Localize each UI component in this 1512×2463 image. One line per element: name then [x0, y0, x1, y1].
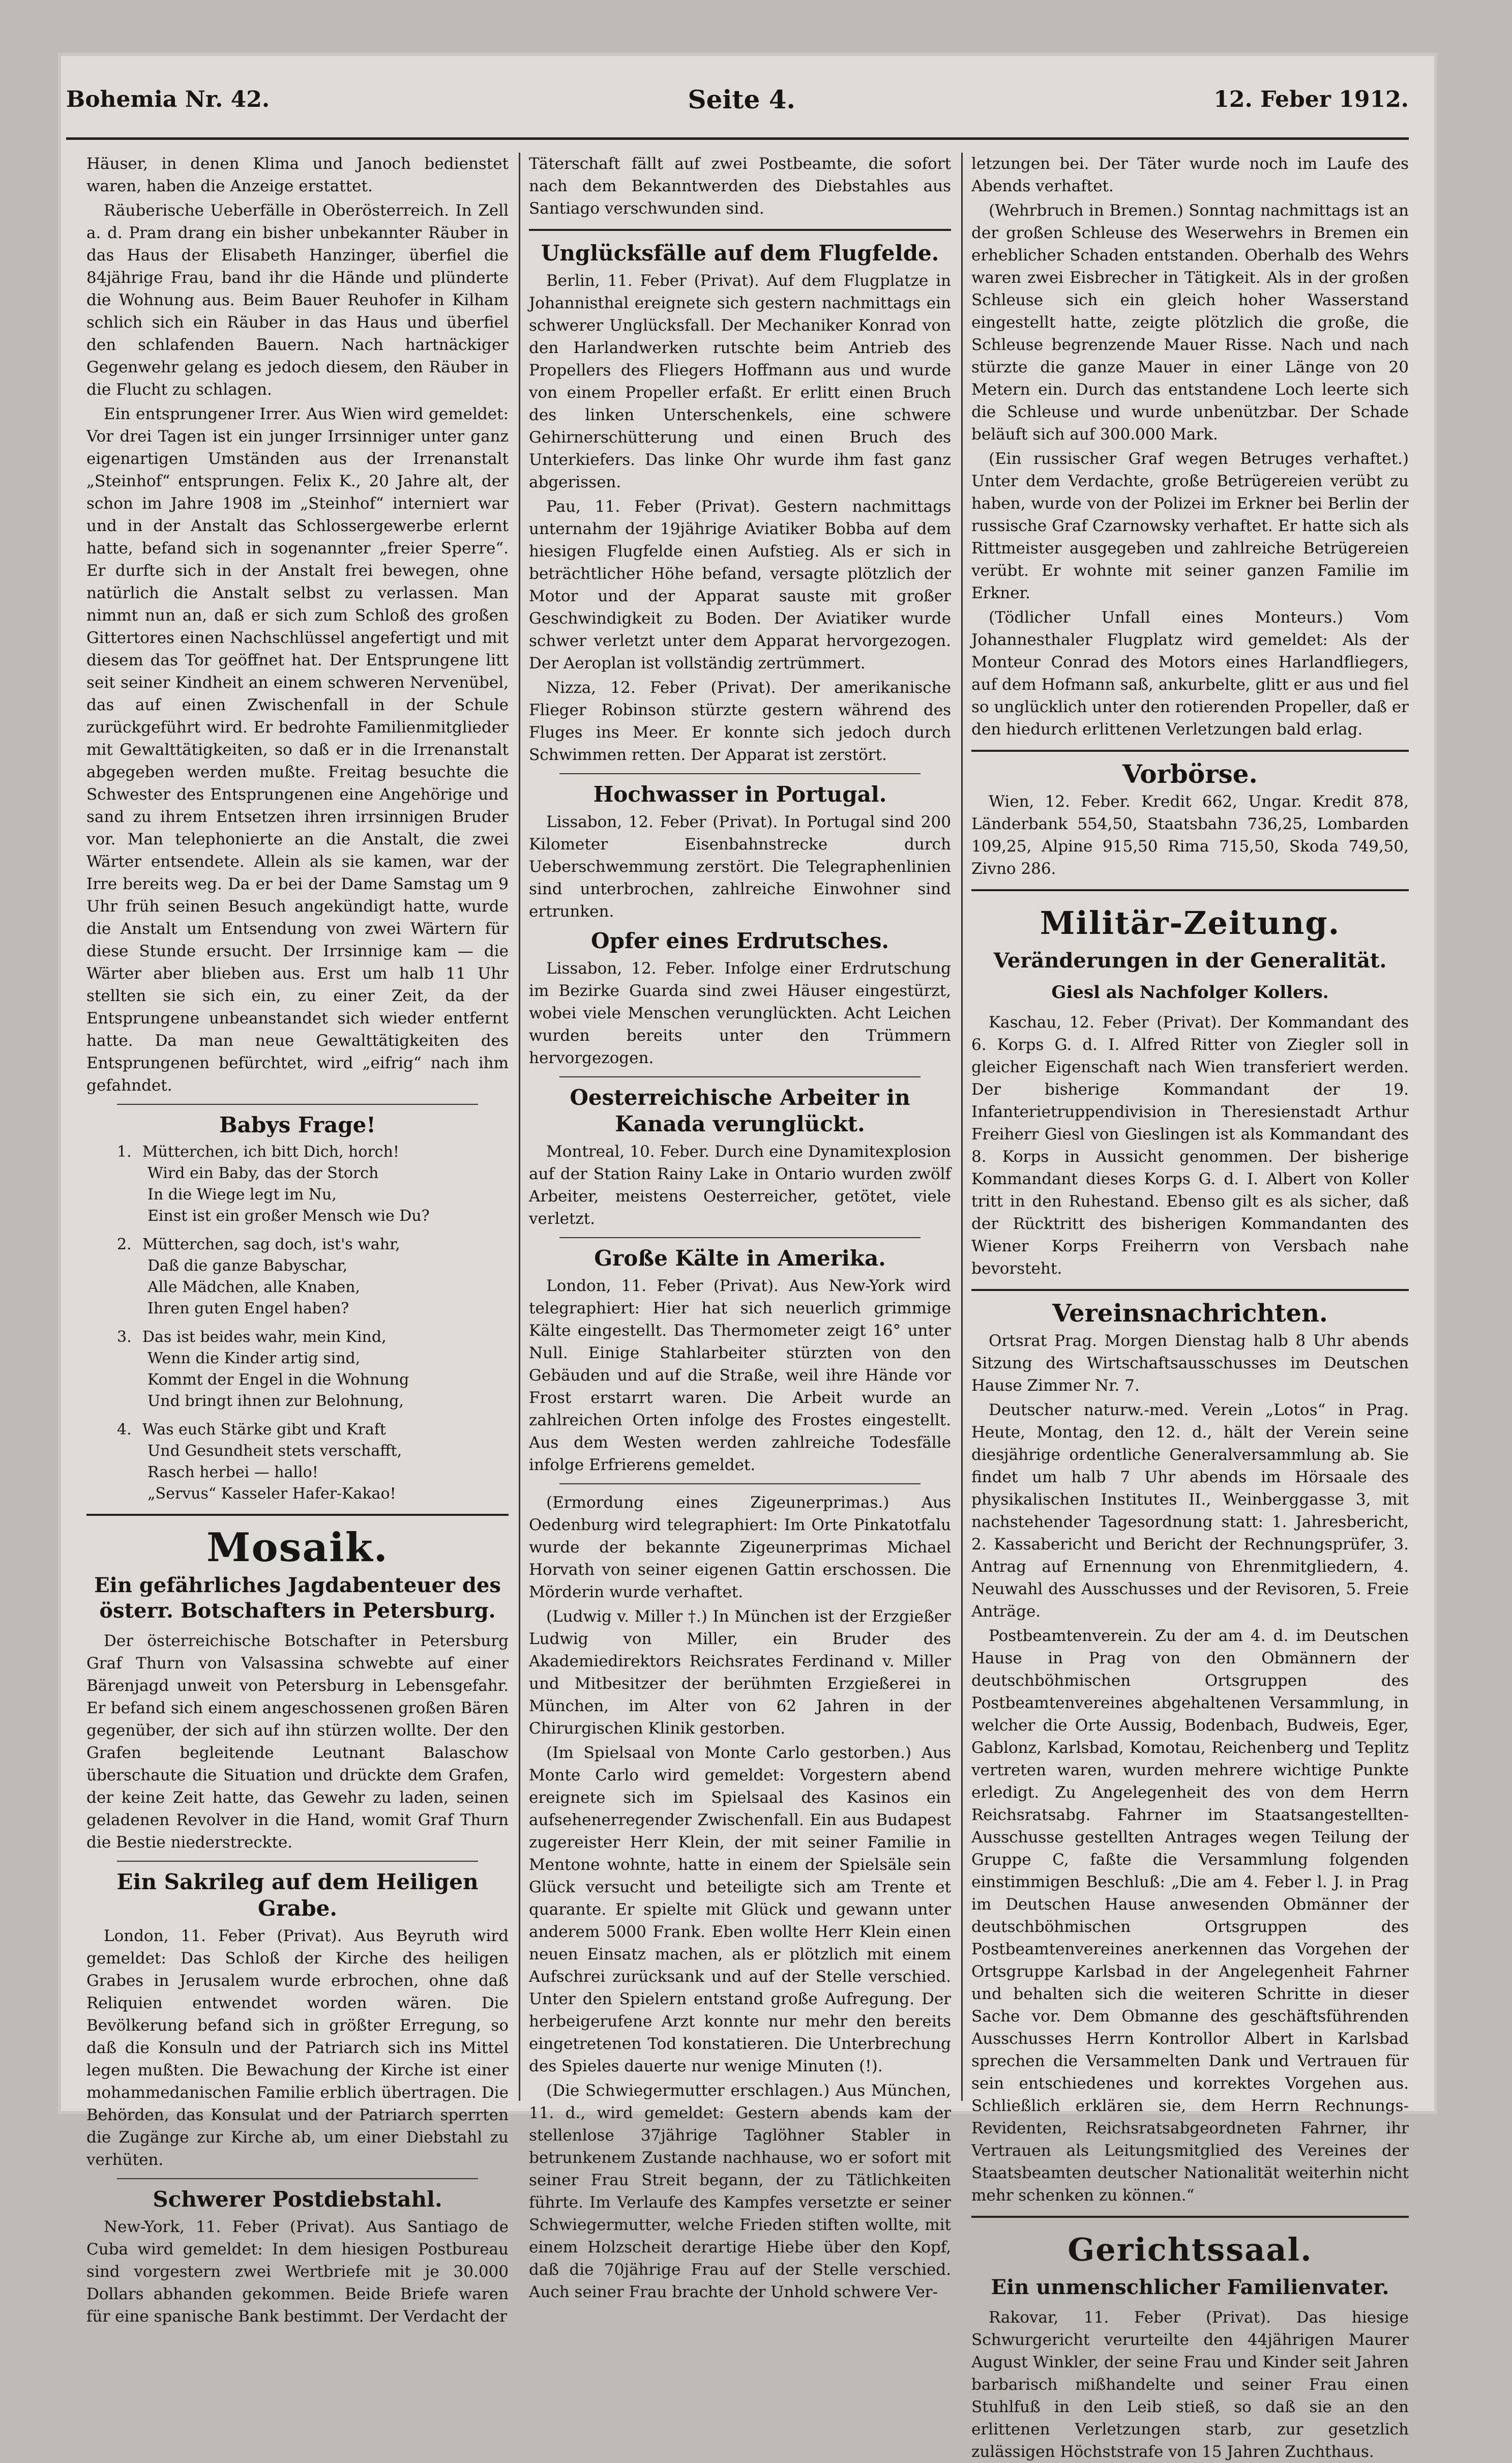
stanza-number: 1.: [117, 1143, 132, 1161]
poem-line: Und Gesundheit stets verschafft,: [147, 1442, 402, 1460]
columns: [86, 153, 1409, 2461]
divider: [971, 750, 1409, 752]
poem-line: Ihren guten Engel haben?: [147, 1300, 349, 1317]
article-ortsrat: Ortsrat Prag. Morgen Dienstag halb 8 Uhr abends Sitzung des Wirtschaftsausschusses im Deutschen Hause Zimmer Nr. 7.: [971, 1332, 1409, 1395]
article-russischer-graf: (Ein russischer Graf wegen Betruges verhaftet.) Unter dem Verdachte, große Betrügereien verübt zu haben, wurde von der Polizei im Erkner bei Berlin der russische Graf Czarnowsky verhaftet. Er hatte sich als Rittmeister ausgegeben und zahlreiche Betrügereien verübt. Er wohnte mit seiner ganzen Familie im Erkner.: [971, 450, 1409, 602]
divider: [529, 229, 951, 231]
article-vorboerse: Wien, 12. Feber. Kredit 662, Ungar. Kredit 878, Länderbank 554,50, Staatsbahn 736,25, Lombarden 109,25, Alpine 915,50 Rima 715,50, Skoda 749,50, Zivno 286.: [971, 793, 1409, 878]
article-familienvater: Rakovar, 11. Feber (Privat). Das hiesige Schwurgericht verurteilte den 44jährigen Maurer August Winkler, der seine Frau und Kinder seit Jahren barbarisch mißhandelte und seiner Frau einen Stuhlfuß in den Leib stieß, so daß sie an den erlittenen Verletzungen starb, zur gesetzlich zulässigen Höchststrafe von 15 Jahren Zuchthaus.: [971, 2308, 1409, 2461]
article-raubueberfaelle: Räuberische Ueberfälle in Oberösterreich. In Zell a. d. Pram drang ein bisher unbekannter Räuber in das Haus der Elisabeth Hanzinger, überfiel die 84jährige Frau, band ihr die Hände und plünderte die Wohnung aus. Beim Bauer Reuhofer in Kilham schlich sich ein Räuber in das Haus und überfiel den schlafenden Bauern. Nach hartnäckiger Gegenwehr gelang es jedoch diesem, den Räuber in die Flucht zu schlagen.: [86, 201, 509, 399]
poem-line: Rasch herbei — hallo!: [147, 1463, 318, 1481]
headline-hochwasser: Hochwasser in Portugal.: [593, 782, 887, 807]
headline-erdrutsch: Opfer eines Erdrutsches.: [590, 928, 889, 953]
article-zigeunerprimas: (Ermordung eines Zigeunerprimas.) Aus Oedenburg wird telegraphiert: Im Orte Pinkatotfalu wurde der bekannte Zigeunerprimas Michael Horvath von seiner eigenen Gattin erschossen. Die Mörderin wurde verhaftet.: [529, 1493, 951, 1601]
article-text: Täterschaft fällt auf zwei Postbeamte, die sofort nach dem Bekanntwerden des Diebstahles aus Santiago verschwunden sind.: [529, 155, 951, 218]
article-miller: (Ludwig v. Miller †.) In München ist der Erzgießer Ludwig von Miller, ein Bruder des Akademiedirektors Reichsrates Ferdinand v. Miller und Mitbesitzer der berühmten Erzgießerei in München, im Alter von 62 Jahren in der Chirurgischen Klinik gestorben.: [529, 1607, 951, 1738]
divider: [117, 1104, 478, 1105]
article-giesl: Kaschau, 12. Feber (Privat). Der Kommandant des 6. Korps G. d. I. Alfred Ritter von Ziegler soll in gleicher Eigenschaft nach Wien transferiert werden. Der bisherige Kommandant der 19. Infanterietruppendivision in Theresienstadt Arthur Freiherr Giesl von Gieslingen ist als Kommandant des 8. Korps in Aussicht genommen. Der bisherige Kommandant dieses Korps G. d. I. Albert von Koller tritt in den Ruhestand. Ebenso gilt es als sicher, daß der Rücktritt des bisherigen Kommandanten des Wiener Korps Freiherrn von Versbach nahe bevorsteht.: [971, 1013, 1409, 1278]
poem-line: Kommt der Engel in die Wohnung: [147, 1371, 409, 1389]
headline-kanada: Oesterreichische Arbeiter in Kanada verunglückt.: [570, 1085, 910, 1136]
poem-stanza: [117, 1419, 509, 1505]
divider: [559, 1076, 921, 1077]
headline-generalitaet: Veränderungen in der Generalität.: [993, 949, 1387, 973]
divider: [117, 2178, 478, 2179]
poem-title: Babys Frage!: [219, 1112, 376, 1137]
column-rule: [519, 153, 520, 2101]
article-pau: Pau, 11. Feber (Privat). Gestern nachmittags unternahm der 19jährige Aviatiker Bobba auf dem hiesigen Flugfelde einen Aufstieg. Als er sich in beträchtlicher Höhe befand, versagte plötzlich der Motor und der Apparat sauste mit großer Geschwindigkeit zu Boden. Der Aviatiker wurde schwer verletzt unter dem Apparat hervorgezogen. Der Aeroplan ist vollständig zertrümmert.: [529, 497, 951, 672]
article-kanada: Montreal, 10. Feber. Durch eine Dynamitexplosion auf der Station Rainy Lake in Ontario wurden zwölf Arbeiter, meistens Oesterreicher, getötet, viele verletzt.: [529, 1142, 951, 1228]
article-kaelte: London, 11. Feber (Privat). Aus New-York wird telegraphiert: Hier hat sich neuerlich grimmige Kälte eingestellt. Das Thermometer zeigt 16° unter Null. Einige Stahlarbeiter stürzten von den Gebäuden und auf die Straße, weil ihre Hände vor Frost erstarrt waren. Die Arbeit wurde an zahlreichen Orten infolge des Frostes eingestellt. Aus dem Westen werden zahlreiche Todesfälle infolge Erfrierens gemeldet.: [529, 1277, 951, 1474]
stanza-number: 3.: [117, 1328, 132, 1346]
poem-line: Mütterchen, ich bitt Dich, horch!: [142, 1143, 399, 1161]
poem-stanza: [117, 1327, 509, 1412]
column-1: [86, 153, 509, 2326]
article-nizza: Nizza, 12. Feber (Privat). Der amerikanische Flieger Robinson stürzte gestern während des Fluges ins Meer. Er konnte sich jedoch durch Schwimmen retten. Der Apparat ist zerstört.: [529, 679, 951, 764]
divider: [971, 2216, 1409, 2218]
poem-line: In die Wiege legt im Nu,: [147, 1186, 337, 1204]
section-title-mosaik: Mosaik.: [206, 1524, 389, 1571]
poem-line: Wenn die Kinder artig sind,: [147, 1350, 361, 1367]
poem-line: Das ist beides wahr, mein Kind,: [142, 1328, 387, 1346]
stanza-number: 4.: [117, 1421, 132, 1439]
column-3: [971, 153, 1409, 2461]
poem-line: „Servus“ Kasseler Hafer-Kakao!: [147, 1485, 396, 1503]
article-sakrileg: London, 11. Feber (Privat). Aus Beyruth wird gemeldet: Das Schloß der Kirche des heiligen Grabes in Jerusalem wurde erbrochen, ohne daß Reliquien entwendet worden wären. Die Bevölkerung befand sich in größter Erregung, so daß die Konsuln und der Patriarch sich ins Mittel legen mußten. Die Bewachung der Kirche ist einer mohammedanischen Familie erblich übertragen. Die Behörden, das Konsulat und der Patriarch sperrten die Zugänge zur Kirche ab, um einer Diebstahl zu verhüten.: [86, 1927, 509, 2169]
divider: [559, 773, 921, 774]
article-erdrutsch: Lissabon, 12. Feber. Infolge einer Erdrutschung im Bezirke Guarda sind zwei Häuser eingestürzt, wobei viele Menschen verunglückten. Acht Leichen wurden bereits unter den Trümmern hervorgezogen.: [529, 959, 951, 1067]
column-2: [529, 153, 951, 2301]
article-entsprungener-irrer: Ein entsprungener Irrer. Aus Wien wird gemeldet: Vor drei Tagen ist ein junger Irrsinniger unter ganz eigenartigen Umständen aus der Irrenanstalt „Steinhof“ entsprungen. Felix K., 20 Jahre alt, der schon im Jahre 1908 im „Steinhof“ interniert war und in der Anstalt das Schlossergewerbe erlernt hatte, befand sich in sogenannter „freier Sperre“. Er durfte sich in der Anstalt frei bewegen, ohne natürlich die Anstalt selbst zu verlassen. Man nimmt nun an, daß er sich zum Schloß des großen Gittertores einen Nachschlüssel angefertigt und mit diesem das Tor geöffnet hat. Der Entsprungene litt seit seiner Kindheit an einem schweren Nervenübel, das auf einen Zwischenfall in der Schule zurückgeführt wird. Er bedrohte Familienmitglieder mit Gewalttätigkeiten, so daß er in die Irrenanstalt abgegeben werden mußte. Freitag besuchte die Schwester des Entsprungenen eine Angehörige und sand zu ihrem Entsetzen ihren irrsinnigen Bruder vor. Man telephonierte an die Anstalt, die zwei Wärter entsendete. Allein als sie kamen, war der Irre bereits weg. Da er bei der Dame Samstag um 9 Uhr früh seinen Besuch angekündigt hatte, wurde die Anstalt um Entsendung von zwei Wärtern für diese Stunde ersucht. Der Irrsinnige kam — die Wärter aber blieben aus. Erst um halb 11 Uhr stellten sie sich ein, zu einer Zeit, da der Entsprungene unbeanstandet sich wieder entfernt hatte. Da man neue Gewalttätigkeiten des Entsprungenen befürchtet, wird „eifrig“ nach ihm gefahndet.: [86, 405, 509, 1095]
article-jagdabenteuer: Der österreichische Botschafter in Petersburg Graf Thurn von Valsassina schwebte auf einer Bärenjagd unweit von Petersburg in Lebensgefahr. Er befand sich einem angeschossenen großen Bären gegenüber, der sich auf ihn stürzen wollte. Der den Grafen begleitende Leutnant Balaschow überschaute die Situation und drückte dem Grafen, der keine Zeit hatte, das Gewehr zu laden, seinen geladenen Revolver in die Hand, womit Graf Thurn die Bestie niederstreckte.: [86, 1632, 509, 1852]
section-title-militaer: Militär-Zeitung.: [1040, 904, 1341, 942]
stanza-number: 2.: [117, 1236, 132, 1253]
article-monteur: (Tödlicher Unfall eines Monteurs.) Vom Johannesthaler Flugplatz wird gemeldet: Als der Monteur Conrad des Motors eines Harlandfliegers, auf dem Hofmann saß, ankurbelte, glitt er aus und fiel so unglücklich unter den rotierenden Propeller, daß er den hiedurch erlittenen Verletzungen bald erlag.: [971, 608, 1409, 739]
article-postbeamtenverein: Postbeamtenverein. Zu der am 4. d. im Deutschen Hause in Prag von den Obmännern der deutschböhmischen Ortsgruppen des Postbeamtenvereines abgehaltenen Versammlung, in welcher die Orte Aussig, Bodenbach, Budweis, Eger, Gablonz, Karlsbad, Komotau, Reichenberg und Teplitz vertreten waren, wurden mehrere wichtige Punkte erledigt. Zu Angelegenheit des von dem Herrn Reichsratsabg. Fahrner im Staatsangestellten-Ausschusse gestellten Antrages wegen Teilung der Gruppe C, faßte die Versammlung folgenden einstimmigen Beschluß: „Die am 4. Feber l. J. in Prag im Deutschen Hause anwesenden Obmänner der deutschböhmischen Ortsgruppen des Postbeamtenvereines anerkennen das Vorgehen der Ortsgruppe Karlsbad in der Angelegenheit Fahrner und behalten sich die weiteren Schritte in dieser Sache vor. Dem Obmanne des geschäftsführenden Ausschusses Herrn Kontrollor Albert in Karlsbad sprechen die Versammelten Dank und Vertrauen für sein entschiedenes und korrektes Vorgehen aus. Schließlich erklären sie, dem Herrn Rechnungs-Revidenten, Reichsratsabgeordneten Fahrner, ihr Vertrauen als Leitungsmitglied des Vereines der Staatsbeamten deutscher Nationalität weiterhin nicht mehr schenken zu können.“: [971, 1627, 1409, 2205]
divider: [559, 1237, 921, 1238]
section-title-vorboerse: Vorbörse.: [1122, 759, 1258, 789]
article-text: Häuser, in denen Klima und Janoch bedienstet waren, haben die Anzeige erstattet.: [86, 155, 509, 195]
poem-line: Mütterchen, sag doch, ist's wahr,: [142, 1236, 400, 1253]
article-berlin: Berlin, 11. Feber (Privat). Auf dem Flugplatze in Johannisthal ereignete sich gestern nachmittags ein schwerer Unglücksfall. Der Mechaniker Konrad von den Harlandwerken rutschte beim Antrieb des Propellers des Fliegers Hoffmann aus und wurde von einem Propeller erfaßt. Er erlitt einen Bruch des linken Unterschenkels, eine schwere Gehirnerschütterung und einen Bruch des Unterkiefers. Das linke Ohr wurde ihm fast ganz abgerissen.: [529, 272, 951, 491]
column-rule: [961, 153, 963, 2101]
article-text: letzungen bei. Der Täter wurde noch im Laufe des Abends verhaftet.: [971, 155, 1409, 195]
divider: [971, 889, 1409, 891]
headline-sakrileg: Ein Sakrileg auf dem Heiligen Grabe.: [116, 1869, 479, 1921]
divider: [86, 1514, 509, 1516]
section-title-verein: Vereinsnachrichten.: [1052, 1299, 1328, 1328]
article-lotos: Deutscher naturw.-med. Verein „Lotos“ in Prag. Heute, Montag, den 12. d., hält der Verein seine diesjährige ordentliche Generalversammlung ab. Sie findet um halb 7 Uhr abends im Hörsaale des physikalischen Institutes II., Weinberggasse 3, mit nachstehender Tagesordnung statt: 1. Jahresbericht, 2. Kassabericht und Bericht der Rechnungsprüfer, 3. Antrag auf Ernennung von Ehrenmitgliedern, 4. Neuwahl des Ausschusses und der Revisoren, 5. Freie Anträge.: [971, 1401, 1409, 1621]
article-hochwasser: Lissabon, 12. Feber (Privat). In Portugal sind 200 Kilometer Eisenbahnstrecke durch Ueberschwemmung zerstört. Die Telegraphenlinien sind unterbrochen, zahlreiche Einwohner sind ertrunken.: [529, 813, 951, 921]
divider: [971, 1289, 1409, 1291]
poem-line: Alle Mädchen, alle Knaben,: [147, 1278, 361, 1296]
poem: [117, 1141, 509, 1505]
headline-giesl: Giesl als Nachfolger Kollers.: [1051, 982, 1329, 1003]
issue-date: 12. Feber 1912.: [1213, 86, 1409, 112]
issue-label: Bohemia Nr. 42.: [66, 86, 270, 112]
poem-line: Einst ist ein großer Mensch wie Du?: [147, 1207, 430, 1225]
poem-line: Und bringt ihnen zur Belohnung,: [147, 1392, 404, 1410]
poem-stanza: [117, 1234, 509, 1320]
headline-flugfeld: Unglücksfälle auf dem Flugfelde.: [541, 241, 939, 266]
divider: [559, 1483, 921, 1484]
article-wehrbruch: (Wehrbruch in Bremen.) Sonntag nachmittags ist an der großen Schleuse des Weserwehrs in Bremen ein erheblicher Schaden entstanden. Oberhalb des Wehrs waren zwei Eisbrecher in Tätigkeit. Als in der großen Schleuse sich ein gleich hoher Wasserstand eingestellt hatte, zeigte plötzlich die große, die Schleuse begrenzende Mauer Risse. Nach und nach stürzte die ganze Mauer in einer Länge von 20 Metern ein. Durch das entstandene Loch leerte sich die Schleuse und wurde unbenützbar. Der Schade beläuft sich auf 300.000 Mark.: [971, 201, 1409, 444]
headline-familienvater: Ein unmenschlicher Familienvater.: [991, 2275, 1389, 2299]
article-schwiegermutter: (Die Schwiegermutter erschlagen.) Aus München, 11. d., wird gemeldet: Gestern abends kam der stellenlose 37jährige Taglöhner Stabler in betrunkenem Zustande nachhause, wo er sofort mit seiner Frau Streit begann, der zu Tätlichkeiten führte. Im Verlaufe des Kampfes versetzte er seiner Schwiegermutter, welche Frieden stiften wollte, mit einem Holzscheit derartige Hiebe über den Kopf, daß die 70jährige Frau auf der Stelle verschied. Auch seiner Frau brachte der Unhold schwere Ver-: [529, 2081, 951, 2301]
running-head: [66, 61, 1409, 140]
headline-kaelte: Große Kälte in Amerika.: [594, 1246, 886, 1271]
article-monte-carlo: (Im Spielsaal von Monte Carlo gestorben.) Aus Monte Carlo wird gemeldet: Vorgestern abend ereignete sich im Spielsaal des Kasinos ein aufsehenerregender Zwischenfall. Ein aus Budapest zugereister Herr Klein, der mit seiner Familie in Mentone wohnte, hatte in einem der Spielsäle sein Glück versucht und beteiligte sich am Trente et quarante. Er spielte mit Glück und gewann unter anderem 5000 Frank. Eben wollte Herr Klein einen neuen Einsatz machen, als er plötzlich mit einem Aufschrei zurücksank und auf der Stelle verschied. Unter den Spielern entstand große Aufregung. Der herbeigerufene Arzt konnte nur mehr den bereits eingetretenen Tod konstatieren. Die Unterbrechung des Spieles dauerte nur wenige Minuten (!).: [529, 1744, 951, 2075]
divider: [117, 1861, 478, 1862]
poem-line: Wird ein Baby, das der Storch: [147, 1164, 379, 1182]
poem-stanza: [117, 1141, 509, 1227]
headline-postdiebstahl: Schwerer Postdiebstahl.: [153, 2187, 442, 2212]
poem-line: Daß die ganze Babyschar,: [147, 1257, 348, 1275]
article-postdiebstahl: New-York, 11. Feber (Privat). Aus Santiago de Cuba wird gemeldet: In dem hiesigen Postbureau sind vorgestern zwei Wertbriefe mit je 30.000 Dollars abhanden gekommen. Beide Briefe waren für eine spanische Bank bestimmt. Der Verdacht der: [86, 2218, 509, 2326]
headline-jagdabenteuer: Ein gefährliches Jagdabenteuer des österr. Botschafters in Petersburg.: [94, 1573, 501, 1623]
page-number: Seite 4.: [688, 84, 795, 114]
poem-line: Was euch Stärke gibt und Kraft: [142, 1421, 386, 1439]
section-title-gerichtssaal: Gerichtssaal.: [1068, 2231, 1313, 2268]
